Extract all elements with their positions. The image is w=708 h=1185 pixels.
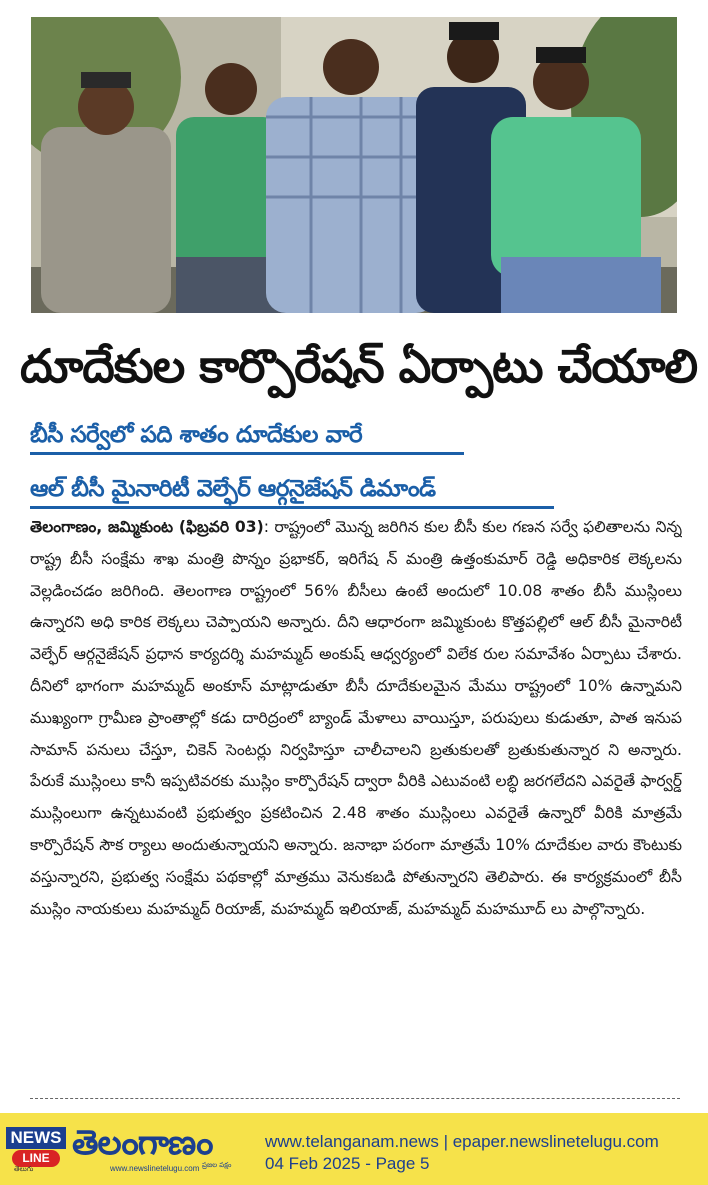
footer-websites[interactable]: www.telanganam.news | epaper.newslinetelugu.com	[265, 1132, 659, 1151]
group-photo-illustration	[31, 17, 677, 313]
epaper-footer	[0, 1113, 708, 1185]
telanganam-brand	[72, 1119, 252, 1179]
subheading-underline	[30, 506, 554, 509]
newsline-logo	[6, 1127, 66, 1171]
brand-name: తెలంగాణం	[72, 1123, 213, 1163]
article-headline: దూదేకుల కార్పొరేషన్ ఏర్పాటు చేయాలి	[20, 339, 698, 393]
footer-date-page: 04 Feb 2025 - Page 5	[265, 1154, 430, 1173]
logo-caption: తెలుగు	[14, 1165, 34, 1173]
article-dateline: తెలంగాణం, జమ్మికుంట (ఫిబ్రవరి 03)	[30, 518, 264, 536]
article-photo	[31, 17, 677, 313]
article-body	[30, 512, 682, 1084]
brand-tagline: ప్రజల పక్షం	[202, 1161, 232, 1169]
subheading-underline	[30, 452, 464, 455]
logo-news-text: NEWS	[6, 1127, 66, 1149]
subheading-survey: బీసీ సర్వేలో పది శాతం దూదేకుల వారే	[30, 422, 363, 448]
brand-url: www.newslinetelugu.com	[110, 1164, 200, 1173]
article-body-text: : రాష్ట్రంలో మొన్న జరిగిన కుల బీసీ కుల గణన సర్వే ఫలితాలను నిన్న రాష్ట్ర బీసీ సంక్షేమ శాఖ మంత్రి పొన్నం ప్రభాకర్, ఇరిగేష న్ మంత్రి ఉత్తంకుమార్ రెడ్డి అధికారిక లెక్కలను వెల్లడించడం జరిగింది. తెలంగాణ రాష్ట్రంలో 56% బీసీలు ఉంటే అందులో 10.08 శాతం బీసీ ముస్లింలు ఉన్నారని అధి కారిక లెక్కలు చెప్పాయని అన్నారు. దీని ఆధారంగా జమ్మికుంట కొత్తపల్లిలో ఆల్ బీసీ మైనారిటీ వెల్ఫేర్ ఆర్గనైజేషన్ ప్రధాన కార్యదర్శి మహమ్మద్ అంకుష్ ఆధ్వర్యంలో విలేక రుల సమావేశం ఏర్పాటు చేశారు. దీనిలో భాగంగా మహమ్మద్ అంకూస్ మాట్లాడుతూ బీసీ దూదేకులమైన మేము రాష్ట్రంలో 10% ఉన్నామని ముఖ్యంగా గ్రామీణ ప్రాంతాల్లో కడు దారిద్రంలో బ్యాండ్ మేళాలు వాయిస్తూ, పరుపులు కుడుతూ, పాత ఇనుప సామాన్ పనులు చేస్తూ, చికెన్ సెంటర్లు నిర్వహిస్తూ చాలీచాలని బ్రతుకులతో బ్రతుకుతున్నార ని అన్నారు. పేరుకే ముస్లింలు కానీ ఇప్పటివరకు ముస్లిం కార్పొరేషన్ ద్వారా వీరికి ఎటువంటి లబ్ధి జరగలేదని ఎవరైతే ఫార్వర్డ్ ముస్లింలుగా ఉన్నటువంటి ప్రభుత్వం ప్రకటించిన 2.48 శాతం ముస్లింలు ఎవరైతే ఉన్నారో వీరికి మాత్రమే కార్పొరేషన్ సౌక ర్యాలు అందుతున్నాయని అన్నారు. జనాభా పరంగా మాత్రమే 10% దూదేకుల వారు కౌంటుకు వస్తున్నారని, ప్రభుత్వ సంక్షేమ పథకాల్లో మాత్రము వెనుకబడి పోతున్నారని తెలిపారు. ఈ కార్యక్రమంలో బీసీ ముస్లిం నాయకులు మహమ్మద్ రియాజ్, మహమ్మద్ ఇలియాజ్, మహమ్మద్ మహమూద్ లు పాల్గొన్నారు.	[30, 518, 682, 918]
logo-line-text: LINE	[12, 1150, 60, 1167]
dashed-divider	[30, 1098, 680, 1099]
subheading-demand: ఆల్ బీసీ మైనారిటీ వెల్ఫేర్ ఆర్గనైజేషన్ డిమాండ్	[30, 476, 436, 502]
